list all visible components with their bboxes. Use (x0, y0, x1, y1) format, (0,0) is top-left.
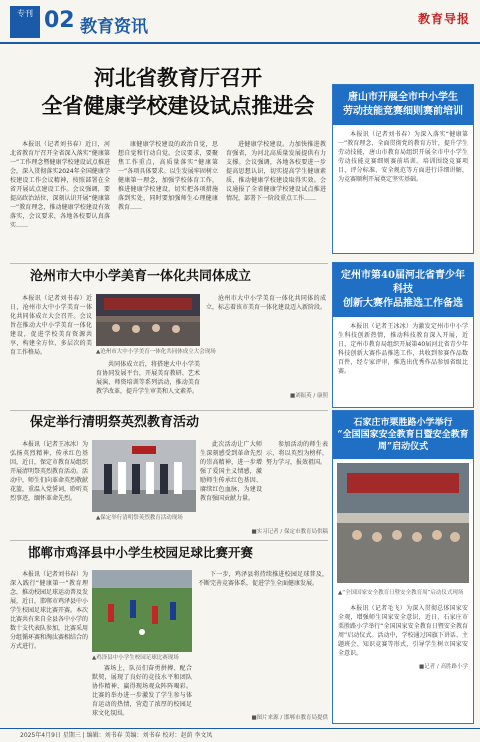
sidebar-dingzhou-title (333, 263, 473, 317)
sidebar-dingzhou-body (333, 317, 473, 381)
section-title: 教育资讯 (80, 17, 148, 37)
sidebar-tangshan-title (333, 85, 473, 125)
sidebar-shijiazhuang-title-line1: 石家庄市栗胜路小学举行 (353, 418, 453, 428)
cangzhou-col3-text: 沧州市大中小学美育一体化共同体的成立，标志着该市美育一体化建设迈入新阶段。 (206, 295, 326, 311)
lead-headline (28, 64, 328, 120)
divider (10, 410, 328, 411)
jize-photo-image (92, 570, 192, 652)
newspaper-logo: 教育导报 (417, 12, 470, 26)
sidebar-tangshan (332, 84, 474, 254)
baoding-photo-image (92, 440, 196, 512)
jize-col3-text: 下一步，鸡泽县将持续推进校园足球普及，不断完善竞赛体系，促进学生全面健康发展。 (198, 571, 328, 587)
page-footer: 2025年4月9日 星期三 | 编辑：刘书春 美编：刘书春 校对：赵荫 李文凤 (0, 728, 480, 742)
baoding-credit: ■实习记者 / 保定市教育局供稿 (251, 529, 328, 535)
baoding-col2 (200, 440, 262, 534)
sidebar-dingzhou (332, 262, 474, 408)
sidebar-tangshan-title-line2: 劳动技能竞赛细则赛前培训 (343, 106, 463, 117)
sidebar-dingzhou-title-line1: 定州市第40届河北省青少年科技 (341, 270, 465, 295)
baoding-col1-text: 本报讯（记者王冰冰）为弘扬英烈精神，传承红色基因，近日，保定市教育局组织开展清明祭英烈教育活动。活动中，师生们向革命英烈敬献花篮，重温入党誓词，聆听英烈事迹，缅怀革命先烈。 (10, 441, 88, 502)
lead-col2 (118, 140, 218, 260)
cangzhou-photo (96, 294, 200, 346)
sidebar-shijiazhuang-body (333, 599, 473, 663)
jize-col1-text: 本报讯（记者刘书春）为深入践行“健康第一”教育理念，推动校园足球运动普及发展，近日，邯郸市鸡泽县中小学生校园足球比赛开赛。本次比赛共有来自全县各中小学的数十支代表队参加，比赛采用分组循环赛和淘汰赛相结合的方式进行。 (10, 571, 88, 650)
jize-headline: 邯郸市鸡泽县中小学生校园足球比赛开赛 (28, 545, 254, 560)
tag-top: 专刊 (17, 9, 33, 18)
cangzhou-col3 (206, 294, 326, 386)
page-number: 02 (44, 8, 75, 33)
baoding-col1 (10, 440, 88, 540)
cangzhou-credit: ■刘振英 / 康照 (289, 393, 328, 399)
sidebar-shijiazhuang-credit: ■记者 / 高胜路小学 (418, 664, 468, 670)
jize-col3 (198, 570, 328, 710)
lead-col1 (10, 140, 110, 260)
sidebar-tangshan-body (333, 125, 473, 189)
baoding-col2-text: 此次活动让广大师生深刻感受到革命先烈的崇高精神，进一步增强了爱国主义情感，激励师生传承红色基因、赓续红色血脉，为建设教育强国贡献力量。 (200, 441, 262, 502)
jize-col2-text: 赛场上，队员们奋勇拼搏、配合默契，展现了良好的竞技水平和团队协作精神，赢得现场观众阵阵喝彩。比赛的举办进一步激发了学生参与体育运动的热情，营造了浓厚的校园足球文化氛围。 (92, 665, 192, 717)
divider (10, 540, 328, 541)
cangzhou-col2-text: 共同体成立后，将搭建大中小学美育协同发展平台，开展美育教研、艺术展演、师资培训等系列活动，推动美育教学改革，提升学生审美和人文素养。 (96, 361, 200, 395)
cangzhou-headline: 沧州市大中小学美育一体化共同体成立 (30, 269, 252, 284)
page-header (0, 0, 480, 44)
sidebar-shijiazhuang-photo (337, 463, 469, 583)
cangzhou-caption: ▲沧州市大中小学美育一体化共同体成立大会现场 (96, 349, 216, 355)
sidebar-tangshan-title-line1: 唐山市开展全市中小学生 (348, 92, 458, 103)
baoding-col3-text: 参加活动的师生表示，将以英烈为榜样，努力学习，报效祖国。 (266, 441, 328, 466)
sidebar-dingzhou-text: 本报讯（记者王冰冰）为激发定州市中小学生科技创新热情，推动科技教育深入开展，近日，定州市教育局组织开展第40届河北省青少年科技创新大赛作品推选工作，共收到参赛作品数百件，经专家评审，推选出优秀作品参加省级比赛。 (338, 323, 468, 375)
divider (10, 263, 328, 264)
lead-col1-text: 本报讯（记者刘书春）近日，河北省教育厅召开全省深入落实“健康第一”工作理念暨健康学校建设试点推进会，深入贯彻落实2024年全国健康学校建设工作会议精神，按照部署在全省开展试点建设工作。会议强调，要提高政治站位，深刻认识开展“健康第一”教育理念，推动健康学校建设有效落实，会议要求，各地各校要认真落实…… (10, 141, 110, 229)
baoding-headline: 保定举行清明祭英烈教育活动 (30, 415, 200, 430)
baoding-col3 (266, 440, 328, 534)
page-tag (10, 6, 40, 38)
sidebar-shijiazhuang-title-line2: “全国国家安全教育日暨安全教育周”启动仪式 (337, 430, 469, 452)
baoding-caption: ▲保定举行清明祭英烈教育活动现场 (96, 515, 183, 521)
jize-credit: ■图片来源 / 邯郸市教育局提供 (251, 715, 328, 721)
baoding-photo (92, 440, 196, 512)
sidebar-shijiazhuang-text: 本报讯（记者毛飞）为深入贯彻总体国家安全观，增强师生国家安全意识，近日，石家庄市栗胜路小学举行“全国国家安全教育日暨安全教育周”启动仪式。活动中，学校通过国旗下讲话、主题班会、知识竞赛等形式，引导学生树立国家安全意识。 (338, 605, 468, 657)
sidebar-dingzhou-title-line2: 创新大赛作品推选工作备选 (343, 298, 463, 309)
lead-headline-line2: 全省健康学校建设试点推进会 (41, 93, 315, 118)
lead-col2-text: 康健康学校建设的政治自觉，思想自觉和行动自觉。会议要求，要聚焦工作重点，高质量落实“健康第一”各项具体要求。以生发展牢固树立健康第一理念，加强学校体育工作，推进健康学校建设，切实把各项措施落到实处，同时要加强师生心理健康教育…… (118, 141, 218, 211)
sidebar-tangshan-text: 本报讯（记者刘书春）为深入落实“健康第一”教育理念，全面贯彻党的教育方针，提升学生劳动技能，唐山市教育局组织开展全市中小学生劳动技能竞赛细则赛前培训。培训围绕竞赛项目、评分标准、安全规范等方面进行详细讲解，为竞赛顺利开展奠定坚实基础。 (338, 131, 468, 183)
jize-photo (92, 570, 192, 652)
cangzhou-col2 (96, 360, 200, 404)
jize-col1 (10, 570, 88, 720)
sidebar-shijiazhuang-title (333, 411, 473, 459)
cangzhou-col1-text: 本报讯（记者刘书春）近日，沧州市大中小学美育一体化共同体成立大会召开。会议旨在推动大中小学美育一体化建设，促进学校美育资源共享，构建全方位、多层次的美育工作格局。 (10, 295, 92, 356)
lead-headline-line1: 河北省教育厅召开 (94, 65, 262, 90)
sidebar-shijiazhuang-photo-wrap (333, 459, 473, 587)
cangzhou-photo-image (96, 294, 200, 346)
jize-col2-under-photo (92, 664, 192, 720)
lead-col3 (226, 140, 326, 260)
sidebar-shijiazhuang-caption: ▲“全国国家安全教育日暨安全教育周”启动仪式现场 (338, 590, 464, 596)
jize-caption: ▲鸡泽县中小学生校园足球比赛现场 (92, 655, 179, 661)
cangzhou-col1 (10, 294, 92, 404)
sidebar-shijiazhuang (332, 410, 474, 724)
lead-col3-text: 进健康学校建设。力加快推进教育强省，为河北高质量发展提供有力支撑。会议强调，各地各校要进一步提高思想认识，切实提高学生健康素质，推动健康学校建设取得实效。会议通报了全省健康学校建设试点推进情况，部署下一阶段重点工作…… (226, 141, 326, 202)
